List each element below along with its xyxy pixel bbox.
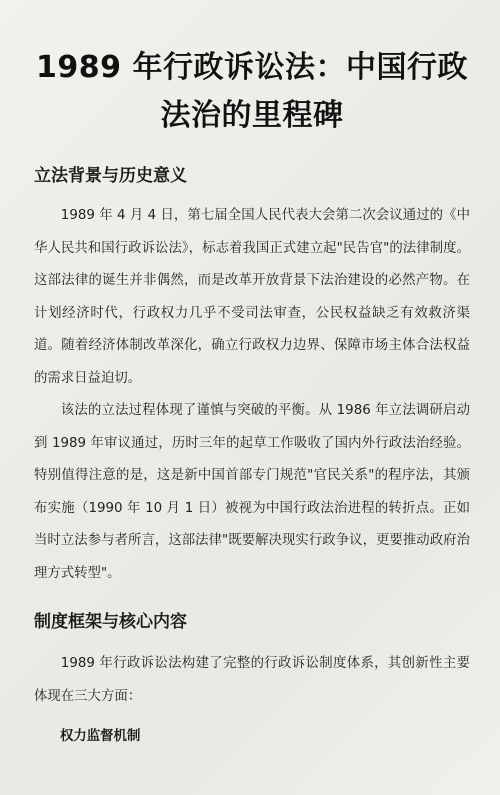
document-title: 1989 年行政诉讼法：中国行政法治的里程碑 — [36, 50, 468, 133]
paragraph: 1989 年 4 月 4 日，第七届全国人民代表大会第二次会议通过的《中华人民共和国行政诉讼法》，标志着我国正式建立起"民告官"的法律制度。这部法律的诞生并非偶然，而是改革开放背景下法治建设的必然产物。在计划经济时代，行政权力几乎不受司法审查，公民权益缺乏有效救济渠道。随着经济体制改革深化，确立行政权力边界、保障市场主体合法权益的需求日益迫切。 — [34, 208, 470, 386]
subheading-power-supervision: 权力监督机制 — [60, 729, 141, 744]
section-heading-framework: 制度框架与核心内容 — [34, 612, 187, 632]
paragraph: 该法的立法过程体现了谨慎与突破的平衡。从 1986 年立法调研启动到 1989 年审议通过，历时三年的起草工作吸收了国内外行政法治经验。特别值得注意的是，这是新中国首部专门规范"官民关系"的程序法，其颁布实施（1990 年 10 月 1 日）被视为中国行政法治进程的转折点。正如当时立法参与者所言，这部法律"既要解决现实行政争议，更要推动政府治理方式转型"。 — [34, 403, 470, 581]
section-heading-background: 立法背景与历史意义 — [34, 166, 187, 186]
paragraph: 1989 年行政诉讼法构建了完整的行政诉讼制度体系，其创新性主要体现在三大方面： — [34, 656, 470, 704]
